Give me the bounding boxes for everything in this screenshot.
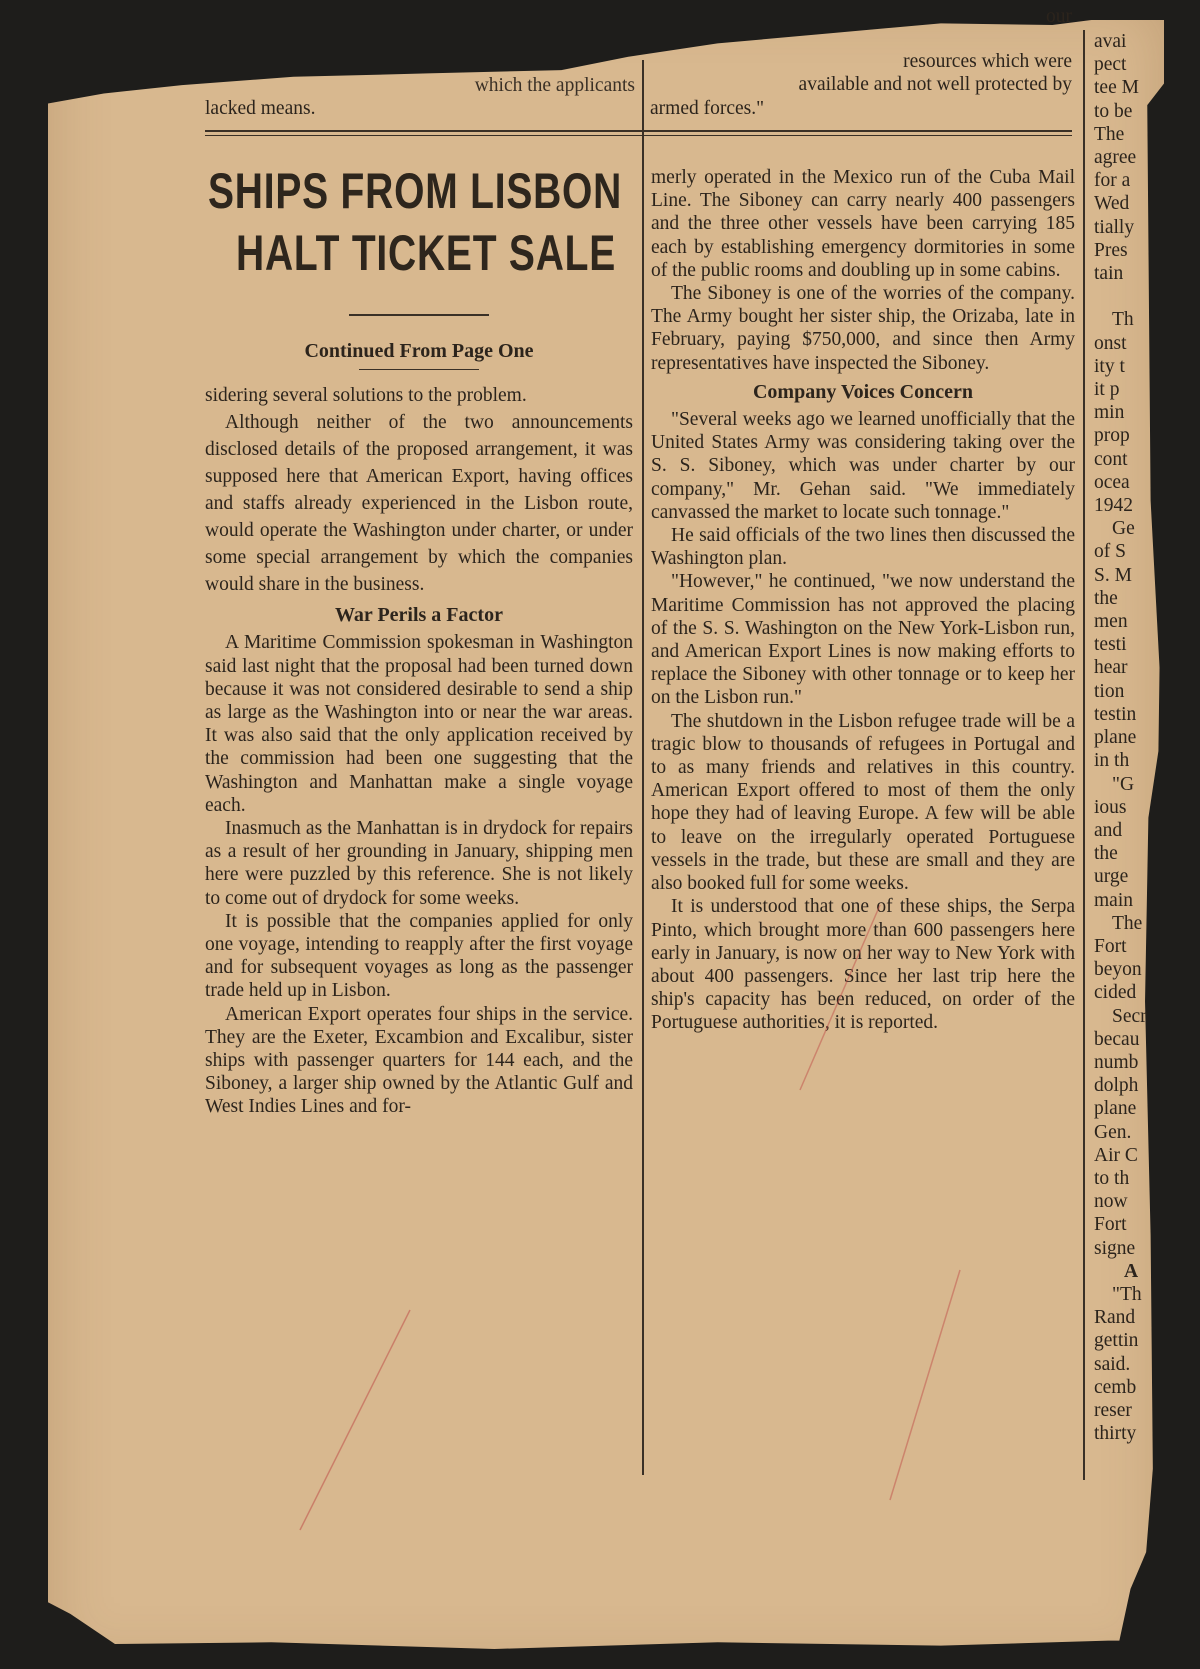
headline-rule <box>349 314 489 316</box>
fragment-line: men <box>1094 611 1128 633</box>
body-wide-leading <box>205 382 633 598</box>
fragment-line: cemb <box>1094 1376 1137 1398</box>
fragment-line: Fort <box>1094 1214 1127 1236</box>
fragment-line: urge <box>1094 866 1129 888</box>
paragraph: merly operated in the Mexico run of the Cuba Mail Line. The Siboney can carry nearly 400 passengers and the three other vessels have been carrying 185 each by establishing emergency dormitories in some of the public rooms and doubling up in some cabins. <box>651 167 1075 281</box>
fragment-line: Pres <box>1094 239 1128 261</box>
fragment-line: Th <box>1112 309 1134 331</box>
paragraph: The shutdown in the Lisbon refugee trade will be a tragic blow to thousands of refugees in Portugal and to as many friends and relatives in this country. American Export offered to most of them the only hope they had of leaving Europe. A few will be able to leave on the irregularly operated Portuguese vessels in the trade, but these are small and they are also booked full for some weeks. <box>651 710 1075 895</box>
fragment-line: dolph <box>1094 1075 1139 1097</box>
fragment-line: to th <box>1094 1167 1130 1189</box>
paragraph: The Siboney is one of the worries of the company. The Army bought her sister ship, the Orizaba, late in February, paying $750,000, and since then Army representatives have inspected the Siboney. <box>651 283 1075 374</box>
top-double-rule <box>205 130 1072 132</box>
fragment-line: of S <box>1094 541 1126 563</box>
paragraph: Although neither of the two announcements disclosed details of the proposed arrangement, it was supposed here that American Export, having offices and staffs already experienced in the Lisbon route, would operate the Washington under charter, or under some special arrangement by which the companies would share in the business. <box>205 412 633 596</box>
paragraph: A Maritime Commission spokesman in Washington said last night that the proposal had been turned down because it was not considered desirable to send a ship as large as the Washington into or near the war areas. It was also said that the only application received by the commission had been one suggesting that the Washington and Manhattan make a single voyage each. <box>205 632 633 816</box>
fragment-line: reser <box>1094 1399 1132 1421</box>
fragment-line: agree <box>1094 147 1137 169</box>
fragment-line: Ge <box>1112 518 1135 540</box>
continued-line: Continued From Page One <box>304 339 534 362</box>
fragment-line: The <box>1112 912 1143 934</box>
fragment-line: resources which were <box>903 51 1072 73</box>
section-subhead: Company Voices Concern <box>752 380 973 403</box>
paragraph: sidering several solutions to the problem. <box>205 385 527 407</box>
fragment-line: available and not well protected by <box>798 74 1072 96</box>
fragment-line: Gen. <box>1094 1121 1132 1143</box>
paragraph: "However," he continued, "we now understand the Maritime Commission has not approved the placing of the S. S. Washington on the New York-Lisbon run, and American Export Lines is now making efforts to replace the Siboney with other tonnage or to keep her on the Lisbon run." <box>651 571 1075 709</box>
fragment-line: onst <box>1094 332 1127 354</box>
paragraph: It is possible that the companies applied for only one voyage, intending to reapply after the first voyage and for subsequent voyages as long as the passenger trade held up in Lisbon. <box>205 910 633 1002</box>
fragment-line: to be <box>1094 100 1133 122</box>
fragment-line: in th <box>1094 750 1130 772</box>
fragment-line: avai <box>1094 31 1127 52</box>
fragment-line: hear <box>1094 657 1128 679</box>
fragment-line: ity t <box>1094 355 1125 377</box>
fragment-line: tially <box>1094 216 1135 238</box>
fragment-line: now <box>1094 1191 1128 1213</box>
fragment-line: becau <box>1094 1028 1140 1050</box>
top-fragment-right <box>650 5 1072 120</box>
fragment-line: signe <box>1094 1237 1136 1259</box>
fragment-line: the <box>1094 843 1118 865</box>
fragment-line: which the applicants <box>474 75 635 96</box>
fragment-line: the <box>1094 587 1118 609</box>
fragment-line: A <box>1124 1260 1139 1282</box>
section-subhead: War Perils a Factor <box>335 604 503 627</box>
top-double-rule-2 <box>205 135 1072 136</box>
headline-line-1: SHIPS FROM LISBON <box>208 163 623 219</box>
column-1 <box>205 160 633 1119</box>
fragment-line: testin <box>1094 703 1137 725</box>
fragment-line: said. <box>1094 1353 1131 1375</box>
column-2 <box>651 166 1075 1035</box>
fragment-line: "Th <box>1112 1283 1142 1305</box>
fragment-line: tee M <box>1094 77 1139 99</box>
fragment-line: S. M <box>1094 564 1132 586</box>
paragraph: It is understood that one of these ships, the Serpa Pinto, which brought more than 600 passengers here early in January, is now on her way to New York with about 400 passengers. Since her last trip here the ship's capacity has been reduced, on order of the Portuguese authorities, it is reported. <box>651 896 1075 1034</box>
fragment-line: numb <box>1094 1051 1139 1073</box>
paragraph: Inasmuch as the Manhattan is in drydock for repairs as a result of her grounding in January, shipping men here were puzzled by this reference. She is not likely to come out of drydock for some weeks. <box>205 818 633 909</box>
headline <box>205 160 633 284</box>
fragment-line: tain <box>1094 263 1124 285</box>
fragment-line: pect <box>1094 54 1127 76</box>
column-rule-1 <box>642 60 644 1475</box>
fragment-line: tion <box>1094 680 1125 702</box>
fragment-line: for a <box>1094 170 1131 192</box>
headline-line-2: HALT TICKET SALE <box>236 225 617 281</box>
column-3-fragment <box>1094 30 1160 1445</box>
fragment-line: cont <box>1094 448 1128 470</box>
top-fragment-left <box>205 74 635 120</box>
fragment-line: Wed <box>1094 193 1130 215</box>
fragment-line: ocea <box>1094 471 1130 493</box>
fragment-line: "G <box>1112 773 1135 795</box>
paragraph: He said officials of the two lines then discussed the Washington plan. <box>651 525 1075 570</box>
fragment-rule <box>642 60 644 120</box>
fragment-line: ious <box>1094 796 1127 818</box>
fragment-line: min <box>1094 402 1125 424</box>
fragment-line: Secr <box>1112 1005 1147 1027</box>
fragment-line: cided <box>1094 982 1137 1004</box>
paragraph: "Several weeks ago we learned unofficially that the United States Army was considering taking over the S. S. Siboney, which was under charter by our company," Mr. Gehan said. "We immediately canvassed the market to locate such tonnage." <box>651 409 1075 523</box>
fragment-line: Air C <box>1094 1144 1138 1166</box>
fragment-line: beyon <box>1094 959 1142 981</box>
fragment-line: lacked means. <box>205 98 316 120</box>
fragment-line: prop <box>1094 425 1130 447</box>
fragment-line: main <box>1094 889 1133 911</box>
fragment-line: our <box>1046 6 1072 27</box>
fragment-line: The <box>1094 123 1125 145</box>
fragment-line: plane <box>1094 1098 1137 1120</box>
fragment-line: 1942 <box>1094 495 1133 517</box>
fragment-line: Fort <box>1094 935 1127 957</box>
fragment-line: testi <box>1094 634 1127 656</box>
fragment-line: it p <box>1094 379 1120 401</box>
fragment-line: gettin <box>1094 1330 1139 1352</box>
fragment-line: Rand <box>1094 1307 1136 1329</box>
fragment-line: plane <box>1094 727 1137 749</box>
fragment-line <box>1094 285 1160 308</box>
continued-rule <box>359 369 479 371</box>
fragment-line: and <box>1094 819 1123 841</box>
column-rule-2 <box>1083 30 1085 1480</box>
fragment-line: armed forces." <box>650 97 765 119</box>
fragment-line: thirty <box>1094 1423 1137 1445</box>
paragraph: American Export operates four ships in the service. They are the Exeter, Excambion and Excalibur, sister ships with passenger quarters for 144 each, and the Siboney, a larger ship owned by the Atlantic Gulf and West Indies Lines and for- <box>205 1003 633 1118</box>
